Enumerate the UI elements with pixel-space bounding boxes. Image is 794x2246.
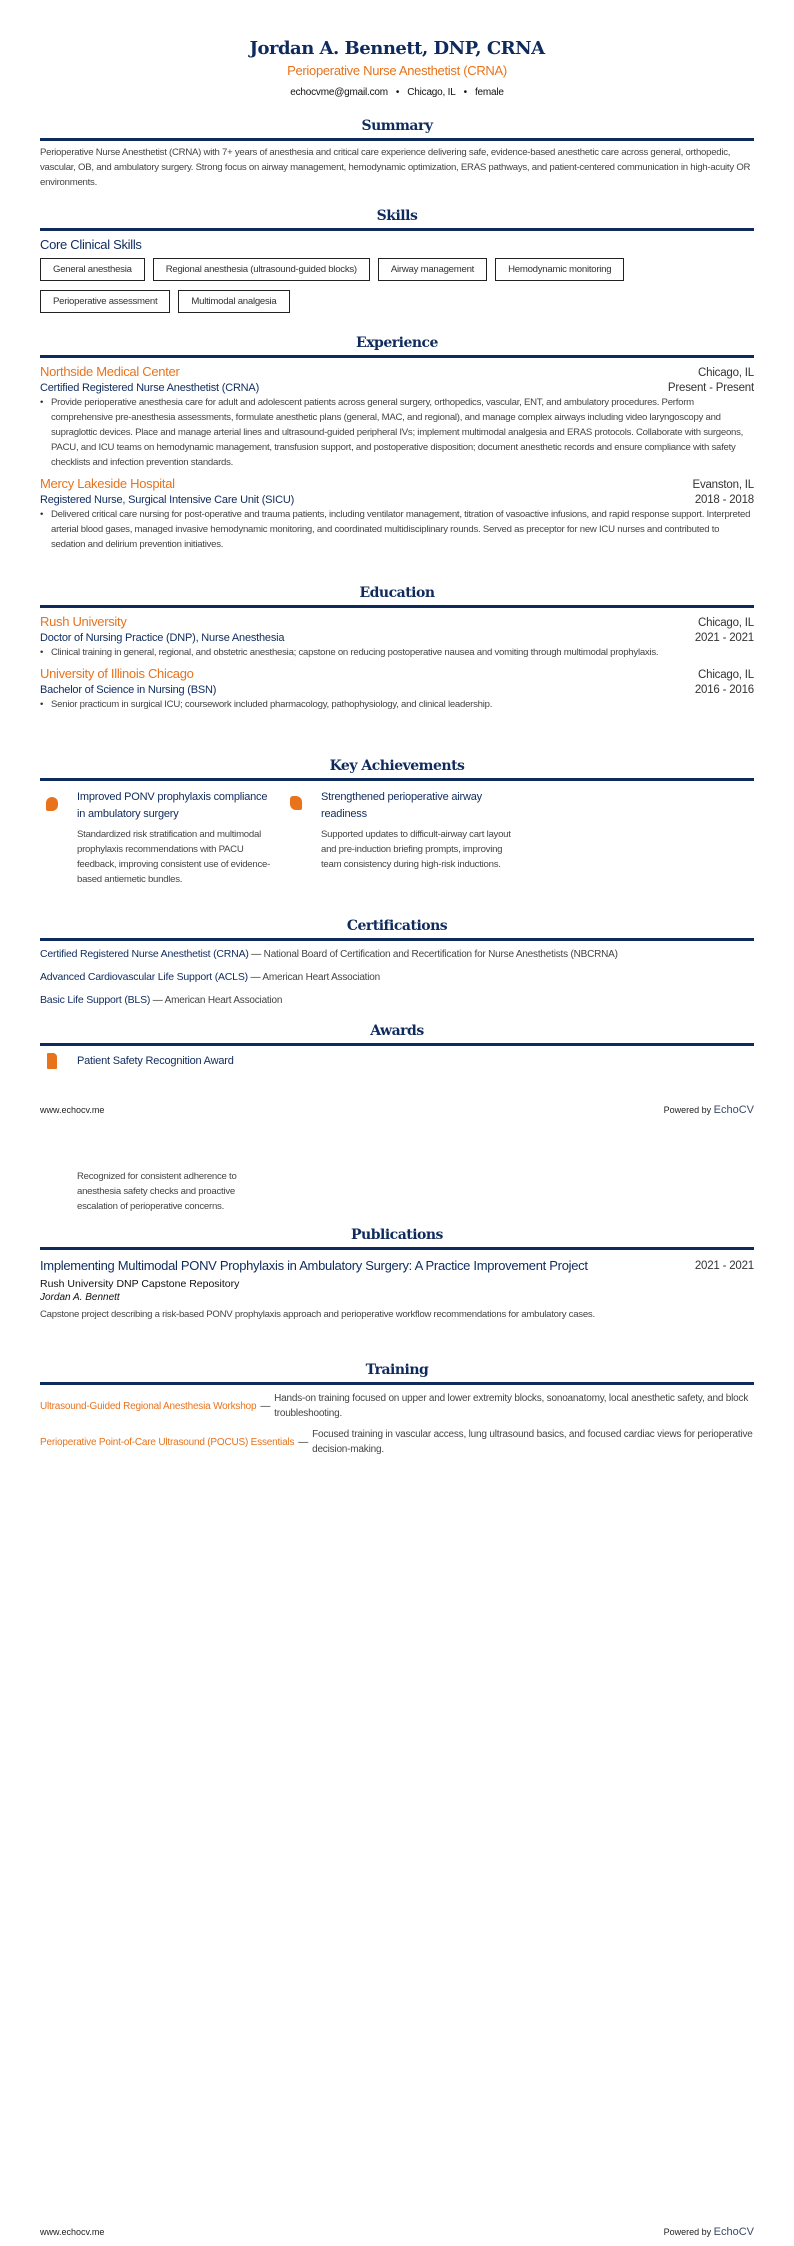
achievement-desc: Standardized risk stratification and multimodal prophylaxis recommendations with PACU feedback, improving consistent use of evidence-based antiemetic bundles. — [77, 829, 271, 885]
section-heading: Key Achievements — [40, 758, 754, 781]
separator-dot: • — [463, 87, 467, 98]
chat-bubble-icon — [46, 797, 58, 811]
education-bullet: • Senior practicum in surgical ICU; coursework included pharmacology, pathophysiology, and clinical leadership. — [51, 697, 754, 712]
achievement-item — [77, 789, 272, 887]
job-bullet: • Delivered critical care nursing for post-operative and trauma patients, including ventilator management, titration of vasoactive infusions, and rapid response support. Interpreted arterial blood gases, managed invasive hemodynamic monitoring, and coordinated multidisciplinary rounds. Served as preceptor for new ICU nurses and contributed to sedation and delirium prevention initiatives. — [51, 507, 754, 552]
dash: — — [298, 1436, 309, 1448]
section-heading: Publications — [40, 1227, 754, 1250]
section-heading: Training — [40, 1362, 754, 1385]
education-dates: 2021 - 2021 — [694, 632, 754, 644]
employer: Northside Medical Center — [40, 364, 180, 379]
footer-brand: EchoCV — [713, 2226, 754, 2238]
certification-issuer: American Heart Association — [262, 972, 381, 983]
training-desc: Hands-on training focused on upper and lower extremity blocks, sonoanatomy, local anesthetic safety, and block troubleshooting. — [274, 1393, 749, 1419]
training-item — [40, 1427, 754, 1457]
experience-entry — [40, 364, 754, 470]
dash: — — [251, 949, 262, 960]
training-name: Perioperative Point-of-Care Ultrasound (POCUS) Essentials — [40, 1436, 295, 1448]
section-heading: Education — [40, 585, 754, 608]
contact-line — [40, 87, 754, 98]
dash: — — [260, 1400, 271, 1412]
achievement-desc: Supported updates to difficult-airway cart layout and pre-induction briefing prompts, improving team consistency during high-risk inductions. — [321, 829, 511, 870]
publication-title: Implementing Multimodal PONV Prophylaxis in Ambulatory Surgery: A Practice Improvement Project — [40, 1258, 588, 1273]
separator-dot: • — [395, 87, 400, 98]
certification-issuer: American Heart Association — [164, 995, 283, 1006]
education-entry — [40, 666, 754, 712]
certification-name: Advanced Cardiovascular Life Support (ACLS) — [40, 971, 248, 983]
publications-section — [40, 1227, 754, 1322]
section-heading: Awards — [40, 1023, 754, 1046]
certifications-section — [40, 918, 754, 1012]
school: University of Illinois Chicago — [40, 666, 194, 681]
training-section — [40, 1362, 754, 1463]
certification-name: Certified Registered Nurse Anesthetist (CRNA) — [40, 948, 249, 960]
degree: Doctor of Nursing Practice (DNP), Nurse Anesthesia — [40, 632, 285, 644]
footer-site-link[interactable]: www.echocv.me — [40, 1105, 105, 1115]
skill-chip: Hemodynamic monitoring — [495, 258, 624, 281]
section-heading: Skills — [40, 208, 754, 231]
footer-brand: EchoCV — [713, 1104, 754, 1116]
employer: Mercy Lakeside Hospital — [40, 476, 175, 491]
skills-section — [40, 208, 754, 313]
email[interactable]: echocvme@gmail.com — [290, 87, 388, 98]
publication-dates: 2021 - 2021 — [694, 1259, 754, 1272]
skill-chip: Perioperative assessment — [40, 290, 170, 313]
summary-section — [40, 118, 754, 190]
achievement-item — [321, 789, 516, 872]
location: Chicago, IL — [407, 87, 456, 98]
skill-chip: Multimodal analgesia — [178, 290, 289, 313]
award-item — [77, 1053, 327, 1070]
training-name: Ultrasound-Guided Regional Anesthesia Workshop — [40, 1400, 257, 1412]
job-bullet: • Provide perioperative anesthesia care for adult and adolescent patients across general surgery, orthopedics, vascular, ENT, and ambulatory procedures. Perform comprehensive pre-anesthesia assessments, formulate anesthetic plans (general, MAC, and regional), and manage complex airways including video laryngoscopy and supraglottic devices. Place and manage arterial lines and ultrasound-guided peripheral IVs; implement multimodal analgesia and ERAS protocols. Collaborate with surgeons, PACU, and ICU teams on hemodynamic management, transfusion support, and postoperative disposition; document anesthetic records and ensure compliance with safety checklists and infection prevention standards. — [51, 395, 754, 470]
school-location: Chicago, IL — [698, 617, 754, 629]
dash: — — [250, 972, 261, 983]
education-bullet: • Clinical training in general, regional, and obstetric anesthesia; capstone on reducing postoperative nausea and vomiting through multimodal prophylaxis. — [51, 645, 754, 660]
publication-publisher: Rush University DNP Capstone Repository — [40, 1278, 240, 1290]
training-item — [40, 1391, 754, 1421]
certification-item — [40, 943, 754, 966]
page-footer — [40, 2226, 754, 2238]
section-heading: Experience — [40, 335, 754, 358]
certification-item — [40, 989, 754, 1012]
education-dates: 2016 - 2016 — [694, 684, 754, 696]
achievements-section — [40, 758, 754, 781]
job-role: Certified Registered Nurse Anesthetist (CRNA) — [40, 382, 260, 394]
achievement-title: Improved PONV prophylaxis compliance in ambulatory surgery — [77, 791, 268, 820]
job-location: Chicago, IL — [698, 367, 754, 379]
gender: female — [474, 87, 504, 98]
publication-desc: Capstone project describing a risk-based PONV prophylaxis approach and perioperative workflow recommendations for ambulatory cases. — [40, 1309, 595, 1320]
school: Rush University — [40, 614, 127, 629]
publication-authors: Jordan A. Bennett — [40, 1292, 120, 1303]
education-section — [40, 585, 754, 712]
page-footer — [40, 1104, 754, 1116]
award-desc: Recognized for consistent adherence to anesthesia safety checks and proactive escalation of perioperative concerns. — [77, 1171, 237, 1212]
award-file-icon — [47, 1053, 57, 1069]
skill-chip: Airway management — [378, 258, 487, 281]
chat-bubbles-icon — [290, 796, 302, 810]
job-role: Registered Nurse, Surgical Intensive Care Unit (SICU) — [40, 494, 295, 506]
candidate-name: Jordan A. Bennett, DNP, CRNA — [249, 38, 545, 59]
skill-group-title: Core Clinical Skills — [40, 237, 142, 252]
certification-name: Basic Life Support (BLS) — [40, 994, 151, 1006]
job-dates: Present - Present — [667, 382, 754, 394]
job-location: Evanston, IL — [692, 479, 754, 491]
section-heading: Certifications — [40, 918, 754, 941]
skill-chip: Regional anesthesia (ultrasound-guided blocks) — [153, 258, 370, 281]
footer-site-link[interactable]: www.echocv.me — [40, 2227, 105, 2237]
section-heading: Summary — [40, 118, 754, 141]
awards-section — [40, 1023, 754, 1046]
experience-entry — [40, 476, 754, 552]
skill-chip: General anesthesia — [40, 258, 145, 281]
skill-chips — [40, 258, 754, 313]
candidate-title: Perioperative Nurse Anesthetist (CRNA) — [287, 63, 507, 78]
footer-powered-label: Powered by — [663, 1105, 712, 1115]
award-desc-block — [77, 1165, 267, 1214]
job-dates: 2018 - 2018 — [694, 494, 754, 506]
achievement-title: Strengthened perioperative airway readiness — [321, 791, 482, 820]
certification-item — [40, 966, 754, 989]
degree: Bachelor of Science in Nursing (BSN) — [40, 684, 217, 696]
footer-powered-label: Powered by — [663, 2227, 712, 2237]
education-entry — [40, 614, 754, 660]
school-location: Chicago, IL — [698, 669, 754, 681]
experience-section — [40, 335, 754, 552]
dash: — — [152, 995, 163, 1006]
summary-text: Perioperative Nurse Anesthetist (CRNA) with 7+ years of anesthesia and critical care experience delivering safe, evidence-based anesthetic care across general, orthopedic, vascular, OB, and ambulatory surgery. Strong focus on airway management, hemodynamic optimization, ERAS pathways, and patient-centered communication in high-acuity OR environments. — [40, 147, 751, 188]
award-title: Patient Safety Recognition Award — [77, 1055, 234, 1067]
training-desc: Focused training in vascular access, lung ultrasound basics, and focused cardiac views for perioperative decision-making. — [312, 1429, 753, 1455]
certification-issuer: National Board of Certification and Recertification for Nurse Anesthetists (NBCRNA) — [263, 949, 618, 960]
